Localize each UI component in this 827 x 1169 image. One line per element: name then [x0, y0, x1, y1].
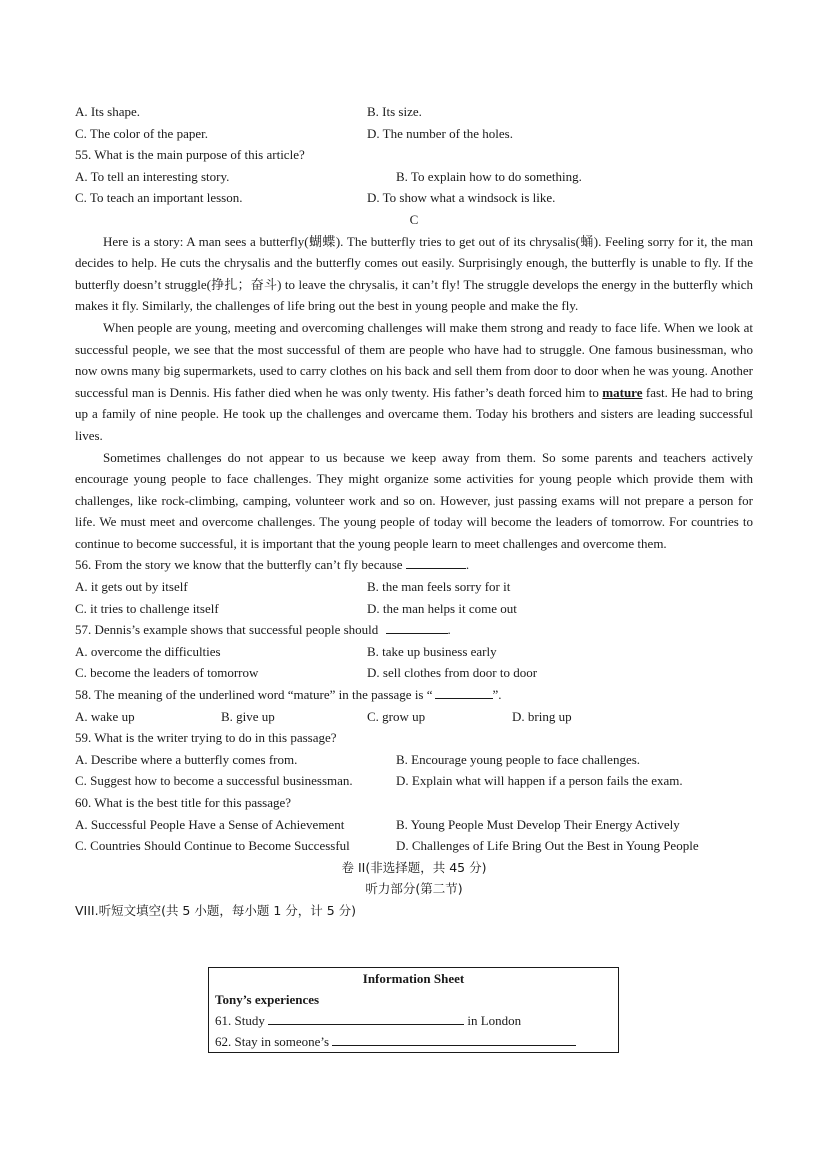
- q57-option-a[interactable]: A. overcome the difficulties: [75, 643, 221, 659]
- q55-options-row-2: [75, 187, 753, 209]
- passage-paragraph-2: [75, 317, 753, 447]
- q58-options-row: [75, 706, 753, 728]
- q60-option-a[interactable]: A. Successful People Have a Sense of Achievement: [75, 816, 345, 832]
- passage-paragraph-2-text-after: fast. He had to bring up a family of nine people. He took up the challenges and overcame them. Today his brothers and sisters are leading successful lives.: [75, 384, 753, 443]
- information-sheet-title: Information Sheet: [362, 971, 465, 986]
- q60-option-d[interactable]: D. Challenges of Life Bring Out the Best in Young People: [396, 838, 699, 854]
- passage-paragraph-3: [75, 447, 753, 555]
- q60-question: 60. What is the best title for this passage?: [75, 795, 292, 810]
- q56-option-c[interactable]: C. it tries to challenge itself: [75, 600, 219, 616]
- q55-option-b[interactable]: B. To explain how to do something.: [396, 168, 582, 184]
- q57-options-row-2: [75, 662, 753, 684]
- q56-options-row-1: [75, 576, 753, 598]
- q56-question-text: 56. From the story we know that the butterfly can’t fly because: [75, 557, 403, 573]
- q57-question: [75, 619, 753, 641]
- q54-option-a[interactable]: A. Its shape.: [75, 104, 140, 119]
- part2-title: 卷 II(非选择题，共 45 分): [341, 859, 487, 875]
- q57-option-b[interactable]: B. take up business early: [367, 643, 497, 659]
- q55-option-c[interactable]: C. To teach an important lesson.: [75, 190, 243, 206]
- q56-option-d[interactable]: D. the man helps it come out: [367, 600, 517, 616]
- information-sheet: [208, 967, 619, 1053]
- q58-option-d[interactable]: D. bring up: [512, 708, 572, 724]
- q56-options-row-2: [75, 598, 753, 620]
- section-viii-heading: VIII.听短文填空(共 5 小题，每小题 1 分，计 5 分): [75, 902, 357, 918]
- q60-option-c[interactable]: C. Countries Should Continue to Become Successful: [75, 838, 350, 854]
- q57-option-c[interactable]: C. become the leaders of tomorrow: [75, 665, 259, 681]
- q59-option-c[interactable]: C. Suggest how to become a successful businessman.: [75, 773, 353, 789]
- q57-question-text: 57. Dennis’s example shows that successful people should: [75, 622, 379, 638]
- q59-options-row-2: [75, 770, 753, 792]
- passage-paragraph-3-text: Sometimes challenges do not appear to us because we keep away from them. So some parents and teachers actively encourage young people to face challenges. They might organize some activities for young people which provide them with challenges, like rock-climbing, camping, volunteer work and so on. However, just passing exams will not prepare a person for life. We must meet and overcome challenges. The young people of today will become the leaders of tomorrow. For countries to continue to become successful, it is important that the young people learn to meet challenges and overcome them.: [75, 449, 753, 551]
- underlined-word-mature: mature: [602, 384, 643, 400]
- item-61-prefix: 61. Study: [215, 1013, 265, 1028]
- q57-option-d[interactable]: D. sell clothes from door to door: [367, 665, 538, 681]
- passage-paragraph-1: [75, 231, 753, 317]
- q58-answer-blank[interactable]: [435, 685, 493, 699]
- q56-option-a[interactable]: A. it gets out by itself: [75, 579, 188, 595]
- q59-question: 59. What is the writer trying to do in this passage?: [75, 730, 337, 746]
- q55-question: 55. What is the main purpose of this article?: [75, 147, 305, 163]
- item-61-suffix: in London: [467, 1013, 522, 1028]
- q55-option-a[interactable]: A. To tell an interesting story.: [75, 168, 230, 184]
- item-62: [215, 1031, 612, 1052]
- q58-question-text: 58. The meaning of the underlined word “mature” in the passage is “: [75, 687, 433, 703]
- q54-option-c[interactable]: C. The color of the paper.: [75, 125, 208, 141]
- q60-option-b[interactable]: B. Young People Must Develop Their Energy Actively: [396, 816, 680, 832]
- q55-options-row-1: [75, 166, 753, 188]
- q55-option-d[interactable]: D. To show what a windsock is like.: [367, 190, 556, 206]
- q59-option-b[interactable]: B. Encourage young people to face challenges.: [396, 751, 641, 767]
- q59-option-a[interactable]: A. Describe where a butterfly comes from.: [75, 751, 298, 767]
- q57-question-end: .: [447, 622, 451, 638]
- q58-question-end: ”.: [492, 687, 502, 703]
- q54-option-b[interactable]: B. Its size.: [367, 104, 422, 119]
- exam-page: [75, 101, 753, 922]
- q58-option-b[interactable]: B. give up: [221, 708, 275, 724]
- q59-options-row-1: [75, 749, 753, 771]
- q60-options-row-1: [75, 814, 753, 836]
- item-62-answer-blank[interactable]: [332, 1032, 576, 1046]
- q54-options-row-2: [75, 123, 753, 145]
- q54-options-row-1: [75, 101, 753, 123]
- part2-subtitle: 听力部分(第二节): [365, 881, 463, 897]
- q56-option-b[interactable]: B. the man feels sorry for it: [367, 579, 511, 595]
- q56-answer-blank[interactable]: [406, 555, 466, 569]
- q57-options-row-1: [75, 641, 753, 663]
- q59-option-d[interactable]: D. Explain what will happen if a person fails the exam.: [396, 773, 683, 789]
- q60-options-row-2: [75, 835, 753, 857]
- passage-heading: C: [409, 211, 419, 227]
- passage-paragraph-1-text: Here is a story: A man sees a butterfly(蝴蝶). The butterfly tries to get out of its chrysalis(蛹). Feeling sorry for it, the man decides to help. He cuts the chrysalis and the butterfly comes out easily. Surprisingly enough, the butterfly is unable to fly. If the butterfly doesn’t struggle(挣扎；奋斗) to leave the chrysalis, it can’t fly! The struggle develops the energy in the butterfly which makes it fly. Similarly, the challenges of life bring out the best in young people and make the fly.: [75, 233, 753, 314]
- item-62-prefix: 62. Stay in someone’s: [215, 1034, 330, 1049]
- q58-option-c[interactable]: C. grow up: [367, 708, 426, 724]
- item-61: [215, 1010, 612, 1031]
- q58-option-a[interactable]: A. wake up: [75, 708, 135, 724]
- passage-paragraph-2-text-before: When people are young, meeting and overcoming challenges will make them strong and ready to face life. When we look at successful people, we see that the most successful of them are people who have had to struggle. One famous businessman, who now owns many big supermarkets, used to carry clothes on his back and sell them from door to door when he was young. Another successful man is Dennis. His father died when he was only twenty. His father’s death forced him to: [75, 319, 753, 400]
- item-61-answer-blank[interactable]: [268, 1011, 464, 1025]
- q56-question: [75, 554, 753, 576]
- q57-answer-blank[interactable]: [386, 620, 448, 634]
- information-sheet-subtitle: Tony’s experiences: [215, 992, 320, 1007]
- q56-question-end: .: [465, 557, 470, 573]
- q58-question: [75, 684, 753, 706]
- q54-option-d[interactable]: D. The number of the holes.: [367, 125, 513, 141]
